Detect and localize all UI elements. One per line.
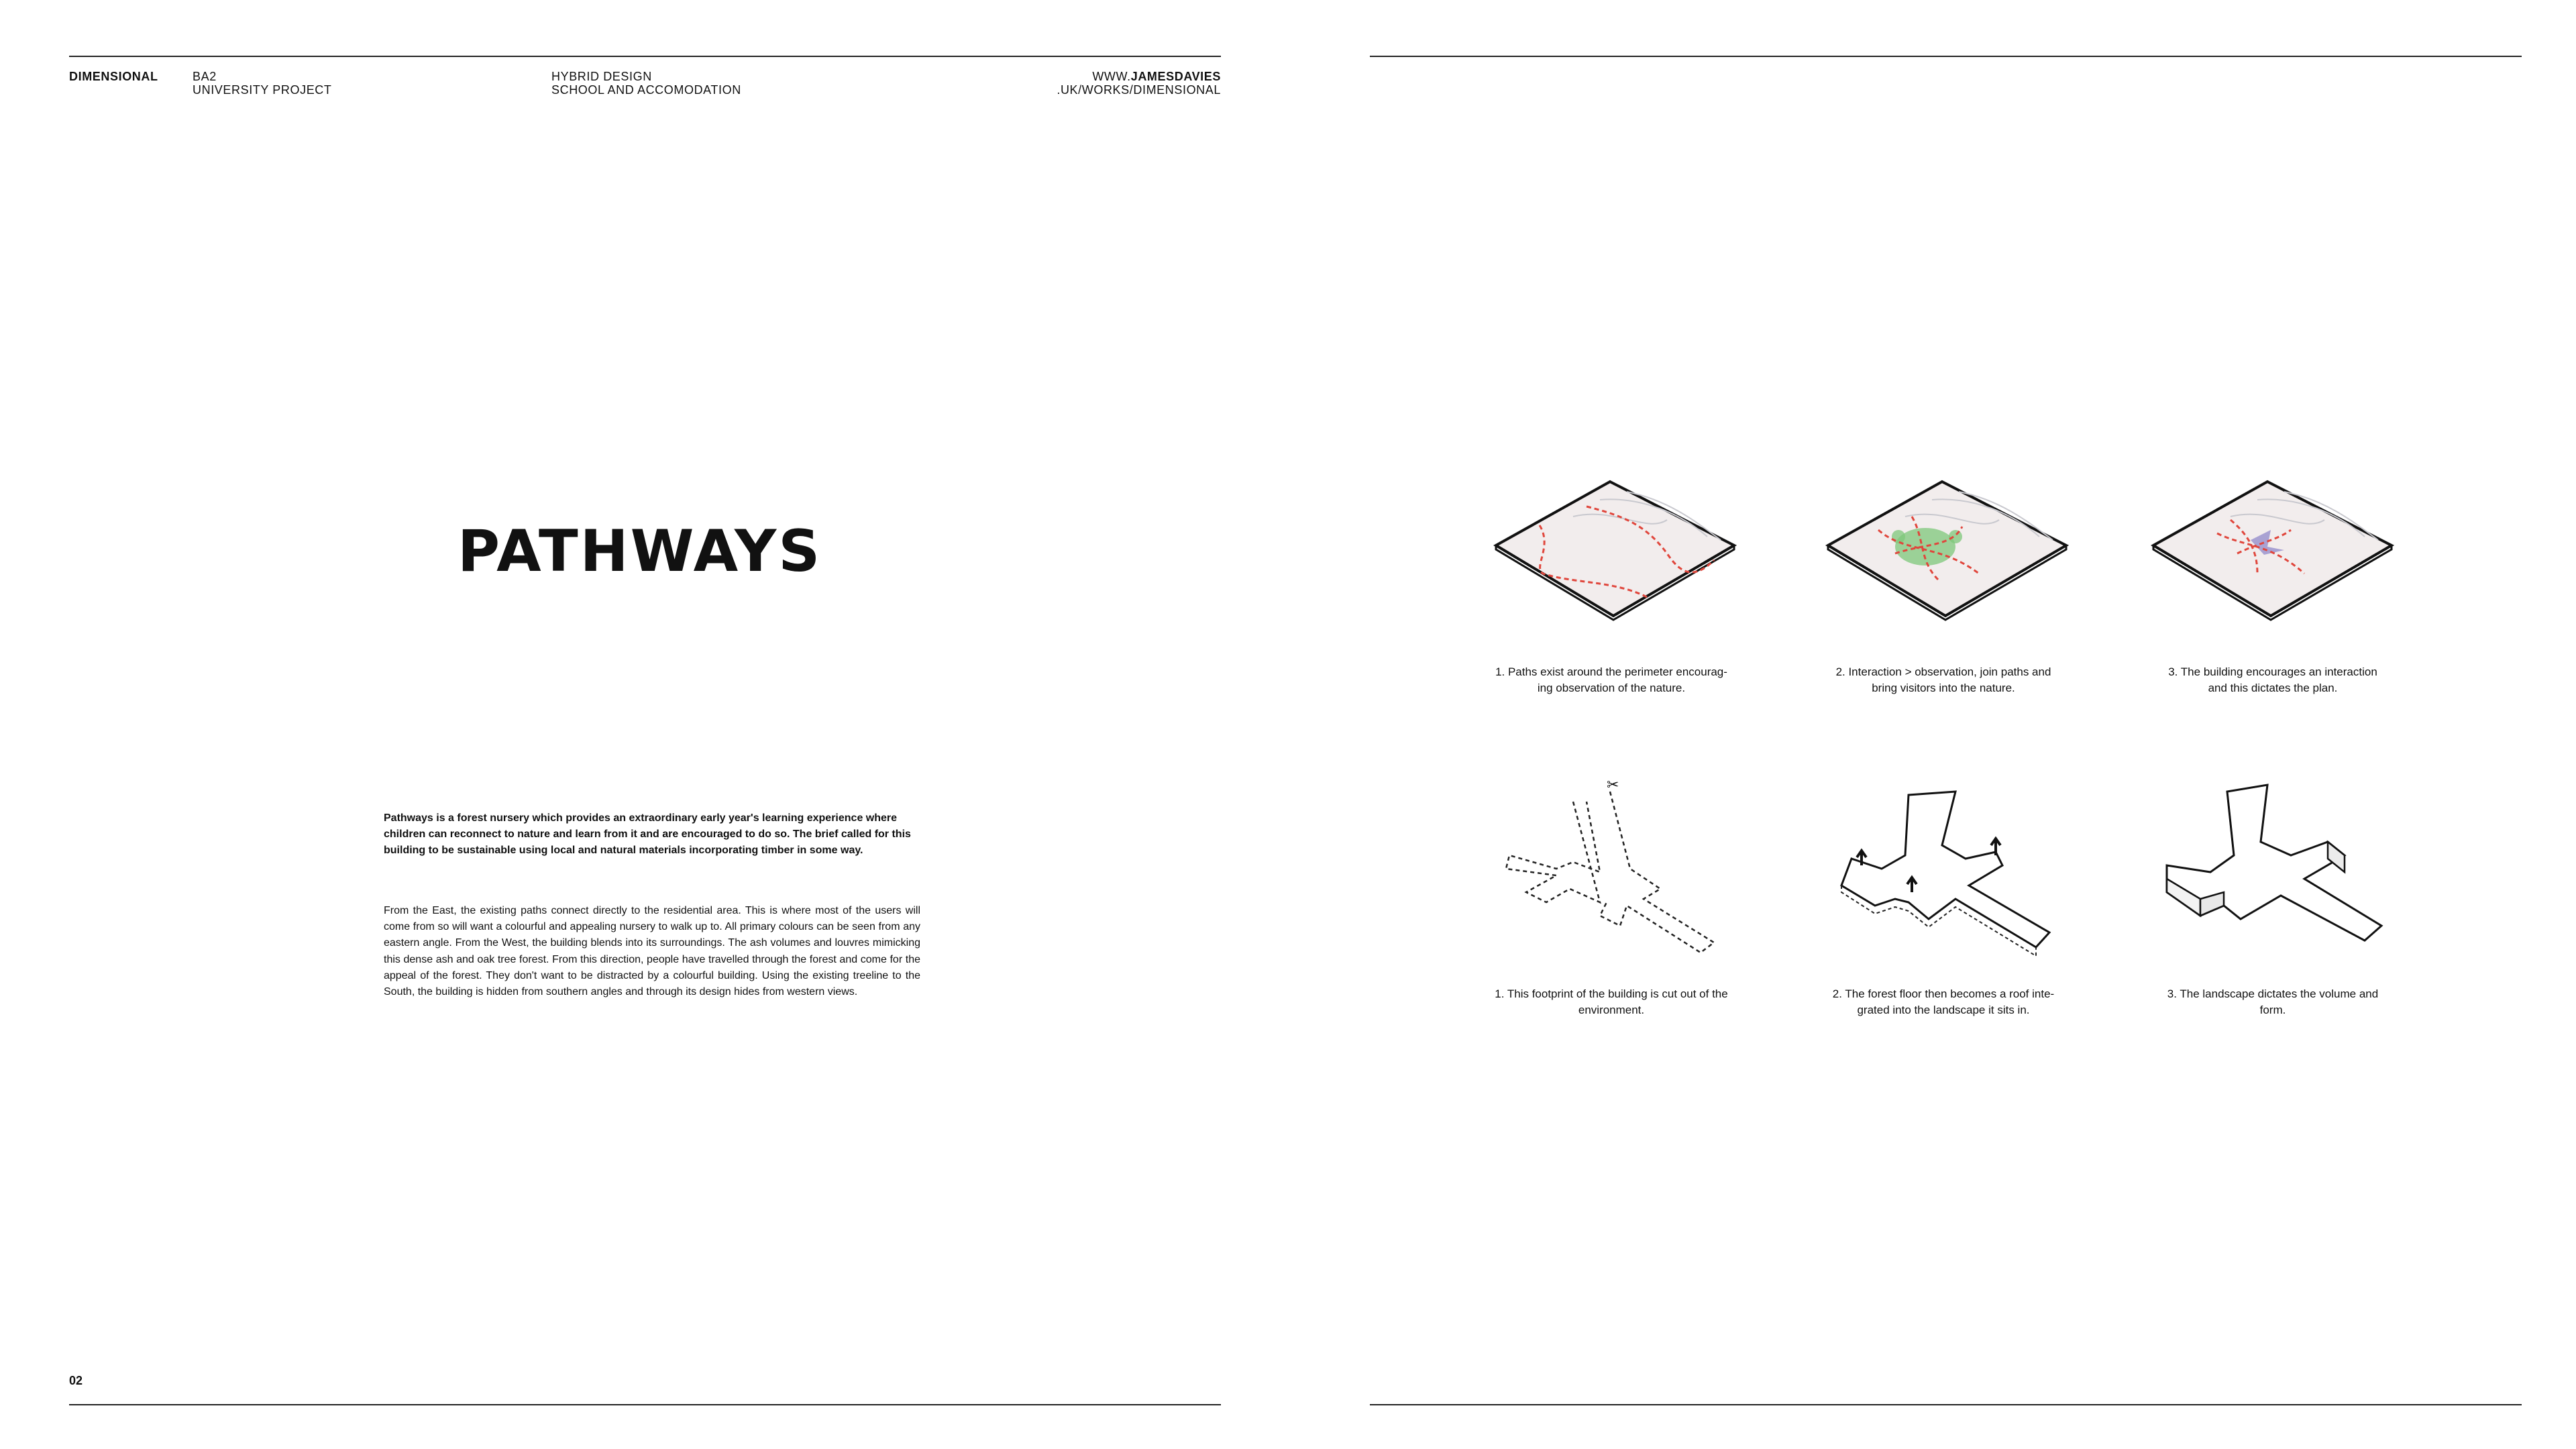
bottom-rule-right (1370, 1404, 2522, 1405)
brand-label: DIMENSIONAL (69, 70, 158, 83)
bottom-rule-left (69, 1404, 1221, 1405)
site-diagram-plan (2150, 480, 2395, 621)
caption-roof: 2. The forest floor then becomes a roof inte- grated into the landscape it sits in. (1832, 987, 2055, 1016)
intro-paragraph: Pathways is a forest nursery which provides an extraordinary early year's learning experience where children can reconnect to nature and learn from it and are encouraged to do so. The brief called for this building to be sustainable using local and natural materials incorporating timber in some way. (384, 812, 911, 856)
scissors-icon: ✂ (1607, 777, 1619, 794)
body-paragraph: From the East, the existing paths connect directly to the residential area. This is where most of the users will come from so will want a colourful and appealing nursery to walk up to. All primary colours can be seen from any eastern angle. From the West, the building blends into its surroundings. The ash volumes and louvres mimicking this dense ash and oak tree forest. From this direction, people have travelled through the forest and come for the appeal of the forest. They don't want to be distracted by a colourful building. Using the existing treeline to the South, the building is hidden from southern angles and through its design hides from western views. (384, 905, 920, 998)
caption-plan: 3. The building encourages an interaction and this dictates the plan. (2168, 665, 2377, 694)
caption-paths: 1. Paths exist around the perimeter encourag- ing observation of the nature. (1495, 665, 1727, 694)
roof-floor-diagram (1835, 792, 2063, 959)
website-link[interactable] (1057, 70, 1221, 97)
site-diagram-interaction (1825, 480, 2070, 621)
project-line-1: HYBRID DESIGN (551, 70, 652, 83)
project-line-2: SCHOOL AND ACCOMODATION (551, 83, 741, 97)
page-number: 02 (69, 1374, 83, 1387)
course-info (193, 70, 332, 97)
website-line-1: WWW.JAMESDAVIES (1092, 70, 1221, 83)
course-line-2: UNIVERSITY PROJECT (193, 83, 332, 97)
volume-form-diagram (2160, 785, 2388, 966)
project-info (551, 70, 741, 97)
top-rule-right (1370, 56, 2522, 57)
top-rule-left (69, 56, 1221, 57)
caption-footprint: 1. This footprint of the building is cut out of the environment. (1495, 987, 1728, 1016)
caption-interaction: 2. Interaction > observation, join paths and bring visitors into the nature. (1835, 665, 2051, 694)
caption-volume: 3. The landscape dictates the volume and form. (2167, 987, 2379, 1016)
footprint-cut-diagram (1499, 775, 1721, 969)
page-title: PATHWAYS (458, 518, 822, 585)
course-line-1: BA2 (193, 70, 217, 83)
site-diagram-paths (1493, 480, 1737, 621)
website-line-2: .UK/WORKS/DIMENSIONAL (1057, 83, 1221, 97)
